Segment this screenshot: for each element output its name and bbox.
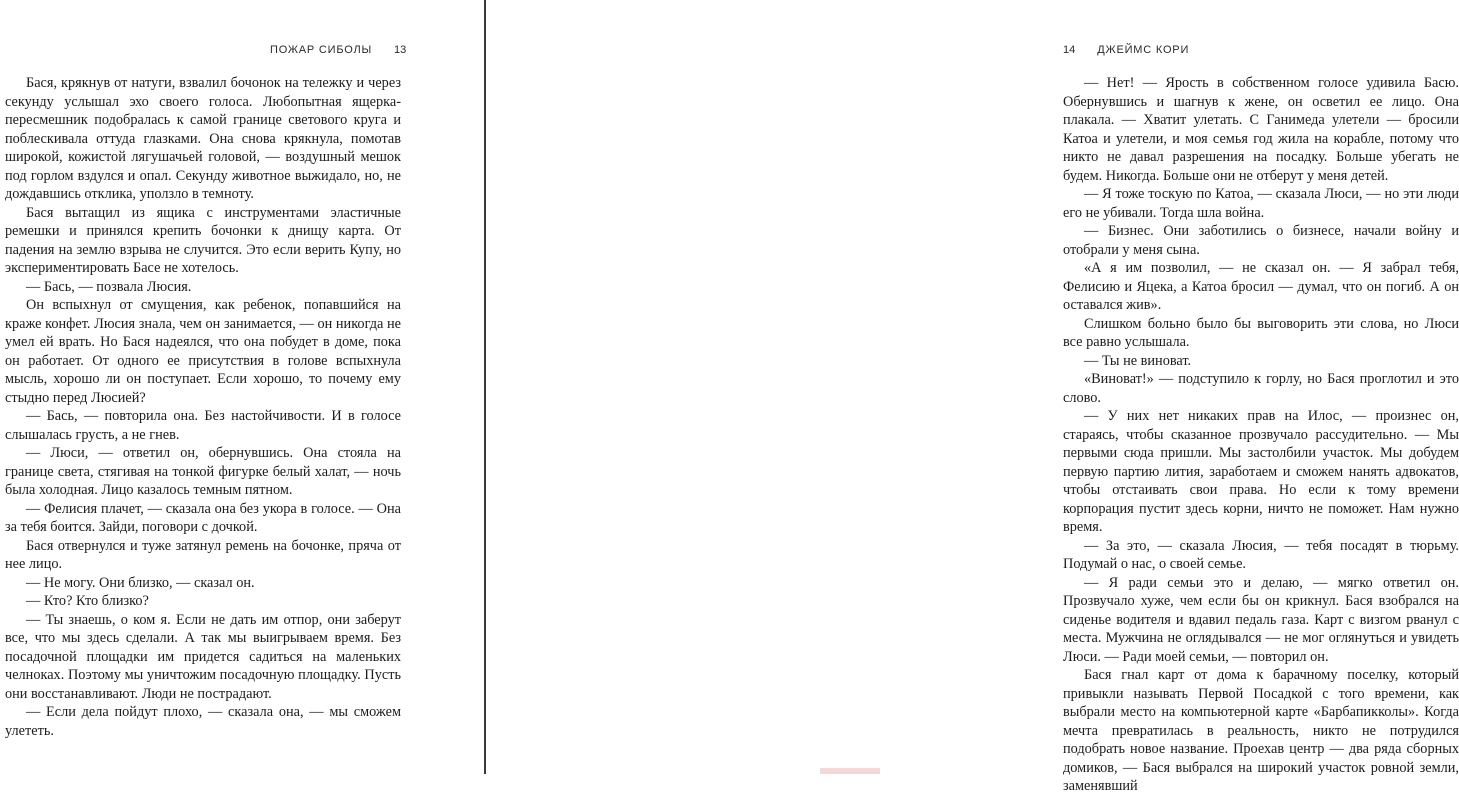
paragraph: — Фелисия плачет, — сказала она без укора в голосе. — Она за тебя боится. Зайди, поговори с дочкой.: [5, 500, 401, 535]
right-page-number: 14: [1063, 44, 1076, 56]
left-header-title: ПОЖАР СИБОЛЫ: [270, 44, 373, 56]
paragraph: — Кто? Кто близко?: [26, 593, 149, 609]
paragraph: — Ты знаешь, о ком я. Если не дать им отпор, они заберут все, что мы здесь сделали. А так мы выигрываем время. Без посадочной площадки им придется садиться на маленьких челноках. Поэтому мы уничтожим посадочную площадку. Пусть они восстанавливают. Люди не пострадают.: [5, 611, 401, 702]
paragraph: Бася, крякнув от натуги, взвалил бочонок на тележку и через секунду услышал эхо своего голоса. Любопытная ящерка-пересмешник подобралась к самой границе светового круга и поблескивала оттуда глазками. Она снова крякнула, помотав широкой, кожистой лягушачьей головой, — воздушный мешок под горлом вздулся и опал. Секунду животное выжидало, но, не дождавшись отклика, уползло в темноту.: [5, 75, 401, 202]
right-running-head: [1063, 44, 1189, 56]
paragraph: — Я ради семьи это и делаю, — мягко ответил он. Прозвучало хуже, чем если бы он крикнул. Бася взобрался на сиденье водителя и вдавил педаль газа. Карт с визгом рванул с места. Мужчина не оглядывался — не мог оглянуться и увидеть Люси. — Ради моей семьи, — повторил он.: [1063, 574, 1459, 665]
right-page-text: [1063, 74, 1459, 796]
paragraph: — Бась, — позвала Люсия.: [26, 278, 192, 295]
right-page: [486, 0, 1459, 794]
left-page: [0, 0, 486, 774]
paragraph: — Я тоже тоскую по Катоа, — сказала Люси, — но эти люди его не убивали. Тогда шла война.: [1063, 186, 1459, 221]
paragraph: — Люси, — ответил он, обернувшись. Она стояла на границе света, стягивая на тонкой фигурке белый халат, — ночь была холодная. Лицо казалось темным пятном.: [5, 445, 401, 498]
paragraph: — Не могу. Они близко, — сказал он.: [26, 574, 255, 591]
paragraph: Бася отвернулся и туже затянул ремень на бочонке, пряча от нее лицо.: [5, 537, 401, 572]
paragraph: «А я им позволил, — не сказал он. — Я забрал тебя, Фелисию и Яцека, а Катоа бросил — думал, что он погиб. А он оставался жив».: [1063, 260, 1459, 313]
paragraph: — Если дела пойдут плохо, — сказала она, — мы сможем улететь.: [5, 704, 401, 739]
left-page-number: 13: [394, 44, 407, 56]
paragraph: — У них нет никаких прав на Илос, — произнес он, стараясь, чтобы сказанное прозвучало рассудительно. — Мы первыми сюда пришли. Мы застолбили участок. Мы добудем первую партию лития, заработаем и сможем нанять адвокатов, чтобы отстаивать свои права. Но если к тому времени корпорация пустит здесь корни, ничто не поможет. Нам нужно время.: [1063, 408, 1459, 535]
paragraph: Он вспыхнул от смущения, как ребенок, попавшийся на краже конфет. Люсия знала, чем он занимается, — он никогда не умел ей врать. Но Бася надеялся, что она побудет в доме, пока он работает. От одного ее присутствия в голове вспыхнула мысль, хорошо ли он поступает. Если хорошо, то почему ему стыдно перед Люсией?: [5, 297, 401, 406]
paragraph: Бася гнал карт от дома к барачному поселку, который привыкли называть Первой Посадкой с того времени, как выбрали место на компьютерной карте «Барбапикколы». Когда мечта превратилась в реальность, никто не потрудился подобрать новое название. Проехав центр — два ряда сборных домиков, — Бася выбрался на широкий участок ровной земли, заменявший: [1063, 667, 1459, 794]
paragraph: — Ты не виноват.: [1084, 352, 1192, 369]
paragraph: — Бизнес. Они заботились о бизнесе, начали войну и отобрали у меня сына.: [1063, 223, 1459, 258]
right-header-title: ДЖЕЙМС КОРИ: [1097, 44, 1190, 56]
paragraph: — Нет! — Ярость в собственном голосе удивила Басю. Обернувшись и шагнув к жене, он осветил ее лицо. Она плакала. — Хватит улетать. С Ганимеда улетели — бросили Катоа и улетели, и моя семья год жила на корабле, потому что никто не давал разрешения на посадку. Больше убегать не будем. Никогда. Больше они не отберут у меня детей.: [1063, 75, 1459, 184]
paragraph: — За это, — сказала Люсия, — тебя посадят в тюрьму. Подумай о нас, о своей семье.: [1063, 537, 1459, 572]
paragraph: Бася вытащил из ящика с инструментами эластичные ремешки и принялся крепить бочонки к днищу карта. От падения на землю взрыва не случится. Это если верить Купу, но экспериментировать Басе не хотелось.: [5, 204, 401, 276]
left-running-head: [270, 44, 406, 56]
left-page-text: [5, 74, 401, 740]
paragraph: — Бась, — повторила она. Без настойчивости. И в голосе слышалась грусть, а не гнев.: [5, 408, 401, 443]
paragraph: «Виноват!» — подступило к горлу, но Бася проглотил и это слово.: [1063, 371, 1459, 406]
paragraph: Слишком больно было бы выговорить эти слова, но Люси все равно услышала.: [1063, 315, 1459, 350]
page-edge-mark: [820, 768, 880, 774]
